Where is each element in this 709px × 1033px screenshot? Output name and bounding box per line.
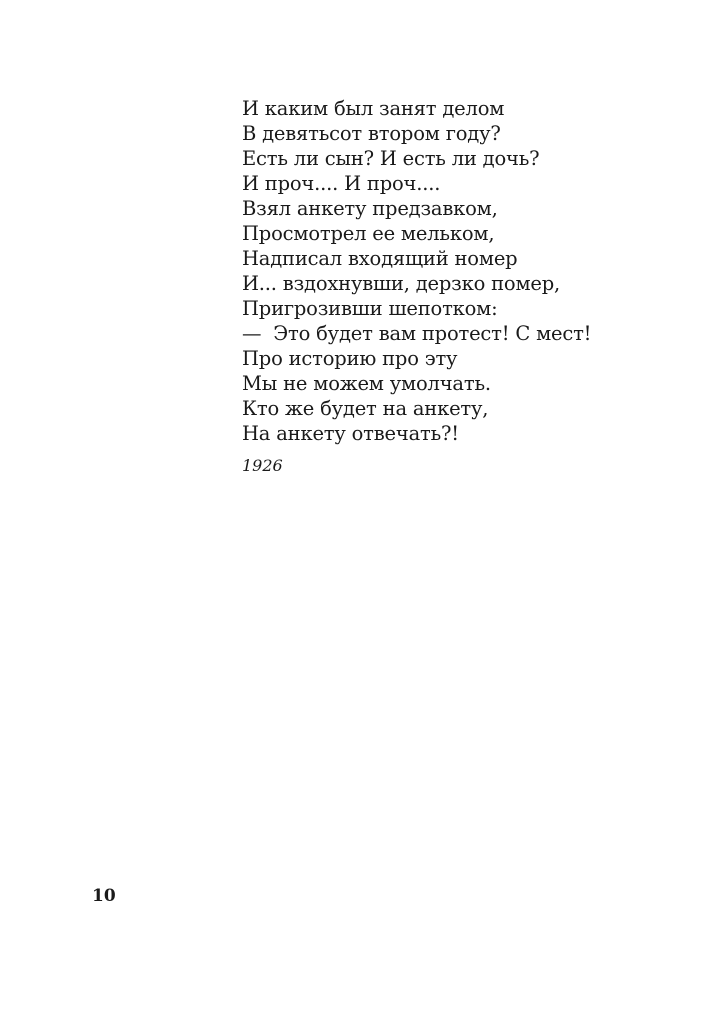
poem-line: На анкету отвечать?! bbox=[242, 422, 459, 445]
poem-line: Мы не можем умолчать. bbox=[242, 372, 491, 395]
poem-line: И... вздохнувши, дерзко помер, bbox=[242, 272, 561, 295]
poem-line: Про историю про эту bbox=[242, 347, 458, 370]
poem-line: Просмотрел ее мельком, bbox=[242, 222, 495, 245]
poem-block bbox=[242, 96, 682, 476]
page-number: 10 bbox=[92, 886, 116, 906]
poem-line: — Это будет вам протест! С мест! bbox=[242, 322, 592, 345]
poem-line: Пригрозивши шепотком: bbox=[242, 297, 498, 320]
poem-line: Взял анкету предзавком, bbox=[242, 197, 498, 220]
poem-line: В девятьсот втором году? bbox=[242, 122, 501, 145]
poem-line: Кто же будет на анкету, bbox=[242, 397, 489, 420]
poem-year: 1926 bbox=[242, 456, 283, 475]
poem-line: Есть ли сын? И есть ли дочь? bbox=[242, 147, 540, 170]
poem-line: И проч.... И проч.... bbox=[242, 172, 441, 195]
poem-line: И каким был занят делом bbox=[242, 97, 505, 120]
poem-line: Надписал входящий номер bbox=[242, 247, 518, 270]
